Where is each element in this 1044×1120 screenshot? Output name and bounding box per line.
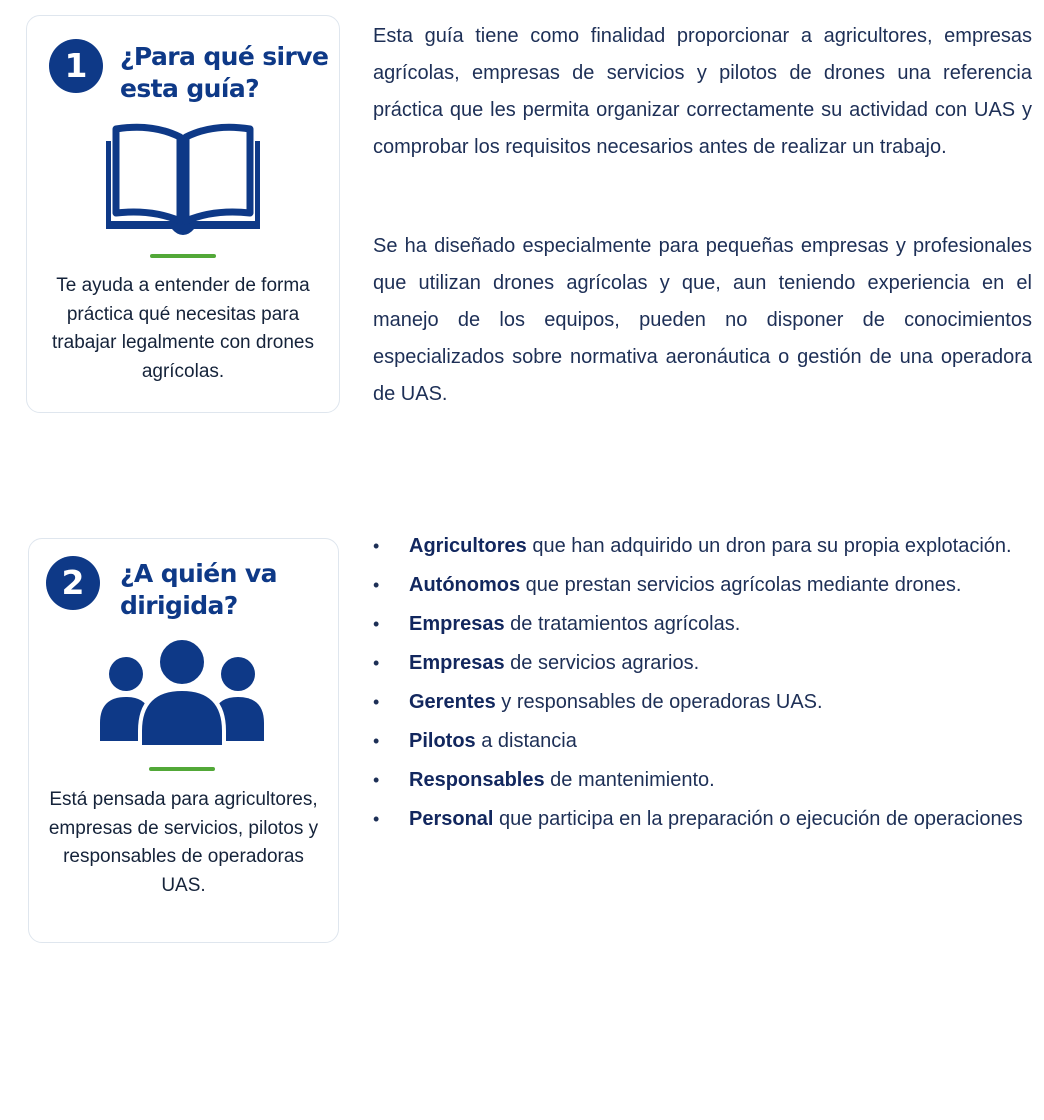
accent-divider [149,767,215,771]
audience-term: Autónomos [409,574,521,596]
audience-card [28,538,339,943]
audience-list [373,528,1032,840]
bullet-marker: • [373,770,380,790]
bullet-marker: • [373,653,380,673]
purpose-card-description: Te ayuda a entender de forma práctica qué necesitas para trabajar legalmente con drones agrícolas. [52,275,314,382]
audience-term: Responsables [409,769,545,791]
bullet-marker: • [373,731,380,751]
audience-description: a distancia [475,730,577,752]
list-item [373,567,1032,604]
purpose-paragraph-2: Se ha diseñado especialmente para pequeñas empresas y profesionales que utilizan drones agrícolas y que, aun teniendo experiencia en el manejo de los equipos, pueden no disponer de conocimientos especializados sobre normativa aeronáutica o gestión de una operadora de UAS. [373,235,1032,405]
list-item [373,762,1032,799]
bullet-marker: • [373,575,380,595]
section-number-badge: 2 [46,556,100,610]
audience-term: Empresas [409,652,505,674]
list-item [373,528,1032,565]
people-group-icon [99,637,265,749]
audience-card-title: ¿A quién va dirigida? [120,559,277,620]
purpose-paragraph-1: Esta guía tiene como finalidad proporcionar a agricultores, empresas agrícolas, empresas de servicios y pilotos de drones una referencia práctica que les permita organizar correctamente su actividad con UAS y comprobar los requisitos necesarios antes de realizar un trabajo. [373,25,1032,158]
audience-description: que prestan servicios agrícolas mediante drones. [520,574,962,596]
bullet-marker: • [373,692,380,712]
list-item [373,606,1032,643]
audience-description: y responsables de operadoras UAS. [495,691,823,713]
audience-description: de mantenimiento. [544,769,715,791]
audience-description: que participa en la preparación o ejecución de operaciones [493,808,1023,830]
bullet-marker: • [373,614,380,634]
audience-term: Personal [409,808,494,830]
section-number-badge: 1 [49,39,103,93]
purpose-card-title: ¿Para qué sirve esta guía? [120,42,329,103]
purpose-card [26,15,340,413]
audience-card-description: Está pensada para agricultores, empresas de servicios, pilotos y responsables de operadoras UAS. [48,789,319,896]
audience-term: Agricultores [409,535,527,557]
audience-description: que han adquirido un dron para su propia explotación. [526,535,1012,557]
list-item [373,645,1032,682]
accent-divider [150,254,216,258]
audience-term: Empresas [409,613,505,635]
open-book-icon [100,123,266,235]
bullet-marker: • [373,536,380,556]
audience-term: Gerentes [409,691,496,713]
audience-description: de tratamientos agrícolas. [504,613,741,635]
audience-description: de servicios agrarios. [504,652,700,674]
list-item [373,801,1032,838]
list-item [373,723,1032,760]
list-item [373,684,1032,721]
audience-term: Pilotos [409,730,476,752]
bullet-marker: • [373,809,380,829]
